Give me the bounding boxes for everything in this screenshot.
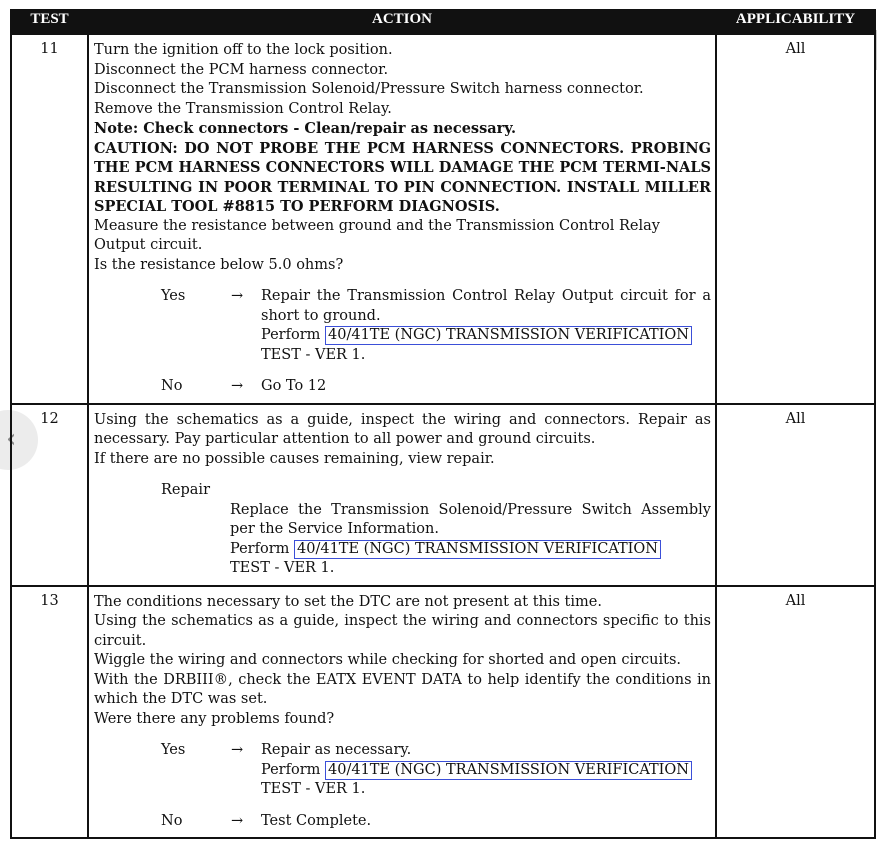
table-header-row (11, 10, 875, 34)
yes-text: Repair as necessary. (261, 742, 412, 758)
action-line: Turn the ignition off to the lock position. (94, 42, 393, 58)
no-label: No (161, 812, 183, 829)
applicability-value: All (716, 404, 875, 586)
action-line: Wiggle the wiring and connectors while checking for shorted and open circuits. (94, 652, 682, 668)
action-line: The conditions necessary to set the DTC are not present at this time. (94, 593, 602, 610)
test-number: 11 (11, 34, 88, 404)
no-label: No (161, 378, 183, 394)
action-cell (88, 404, 716, 586)
arrow-right-icon: → (231, 812, 244, 829)
header-action: ACTION (88, 10, 716, 34)
yes-text: Repair the Transmission Control Relay Output circuit for a short to ground. (261, 288, 711, 324)
question-text: Is the resistance below 5.0 ohms? (94, 256, 344, 273)
action-line: Using the schematics as a guide, inspect the wiring and connectors specific to this circuit. (94, 613, 711, 649)
action-cell (88, 586, 716, 839)
verification-link[interactable]: 40/41TE (NGC) TRANSMISSION VERIFICATION (325, 761, 692, 780)
action-line: Disconnect the PCM harness connector. (94, 61, 389, 78)
action-line: With the DRBIII®, check the EATX EVENT DATA to help identify the conditions in which the DTC was set. (94, 671, 711, 707)
repair-label: Repair (161, 482, 210, 498)
test-ver-text: TEST - VER 1. (261, 346, 366, 363)
table-row (11, 404, 875, 586)
action-line: If there are no possible causes remaining, view repair. (94, 450, 495, 467)
perform-label: Perform (230, 540, 290, 557)
no-text: Test Complete. (261, 812, 372, 829)
repair-body (94, 501, 711, 579)
applicability-value: All (716, 34, 875, 404)
action-line: Disconnect the Transmission Solenoid/Pressure Switch harness connector. (94, 81, 644, 97)
yes-branch (94, 287, 711, 365)
test-ver-text: TEST - VER 1. (261, 781, 366, 797)
yes-label: Yes (161, 742, 186, 758)
test-number: 12 (11, 404, 88, 586)
action-line: Remove the Transmission Control Relay. (94, 100, 392, 117)
test-ver-text: TEST - VER 1. (230, 560, 335, 576)
repair-text: Replace the Transmission Solenoid/Pressure Switch Assembly per the Service Information. (230, 501, 711, 537)
action-line: Were there any problems found? (94, 710, 335, 727)
perform-label: Perform (261, 761, 321, 778)
perform-label: Perform (261, 327, 321, 343)
chevron-left-icon: ‹ (6, 424, 17, 454)
diagnostic-page (10, 9, 874, 837)
verification-link[interactable]: 40/41TE (NGC) TRANSMISSION VERIFICATION (294, 540, 661, 559)
arrow-right-icon: → (231, 378, 244, 394)
action-line: Using the schematics as a guide, inspect the wiring and connectors. Repair as necessary. Pay particular attention to all power and ground circuits. (94, 411, 711, 447)
verification-link[interactable]: 40/41TE (NGC) TRANSMISSION VERIFICATION (325, 326, 692, 345)
action-cell (88, 34, 716, 404)
no-branch (94, 812, 711, 832)
applicability-value: All (716, 586, 875, 839)
measure-text: Measure the resistance between ground and the Transmission Control Relay Output circuit. (94, 217, 660, 253)
header-applicability: APPLICABILITY (716, 10, 875, 34)
table-row (11, 586, 875, 839)
yes-branch (94, 741, 711, 800)
no-branch (94, 377, 711, 397)
arrow-right-icon: → (231, 742, 244, 758)
test-number: 13 (11, 586, 88, 839)
no-text: Go To 12 (261, 378, 327, 394)
caution-text: CAUTION: DO NOT PROBE THE PCM HARNESS CONNECTORS. PROBING THE PCM HARNESS CONNECTORS WILL DAMAGE THE PCM TERMI-NALS RESULTING IN POOR TERMINAL TO PIN CONNECTION. INSTALL MILLER SPECIAL TOOL #8815 TO PERFORM DIAGNOSIS. (94, 139, 711, 215)
diagnostic-table (10, 9, 876, 839)
header-test: TEST (11, 10, 88, 34)
yes-label: Yes (161, 288, 186, 304)
note-text: Note: Check connectors - Clean/repair as necessary. (94, 120, 517, 137)
arrow-right-icon: → (231, 288, 244, 304)
table-row (11, 34, 875, 404)
